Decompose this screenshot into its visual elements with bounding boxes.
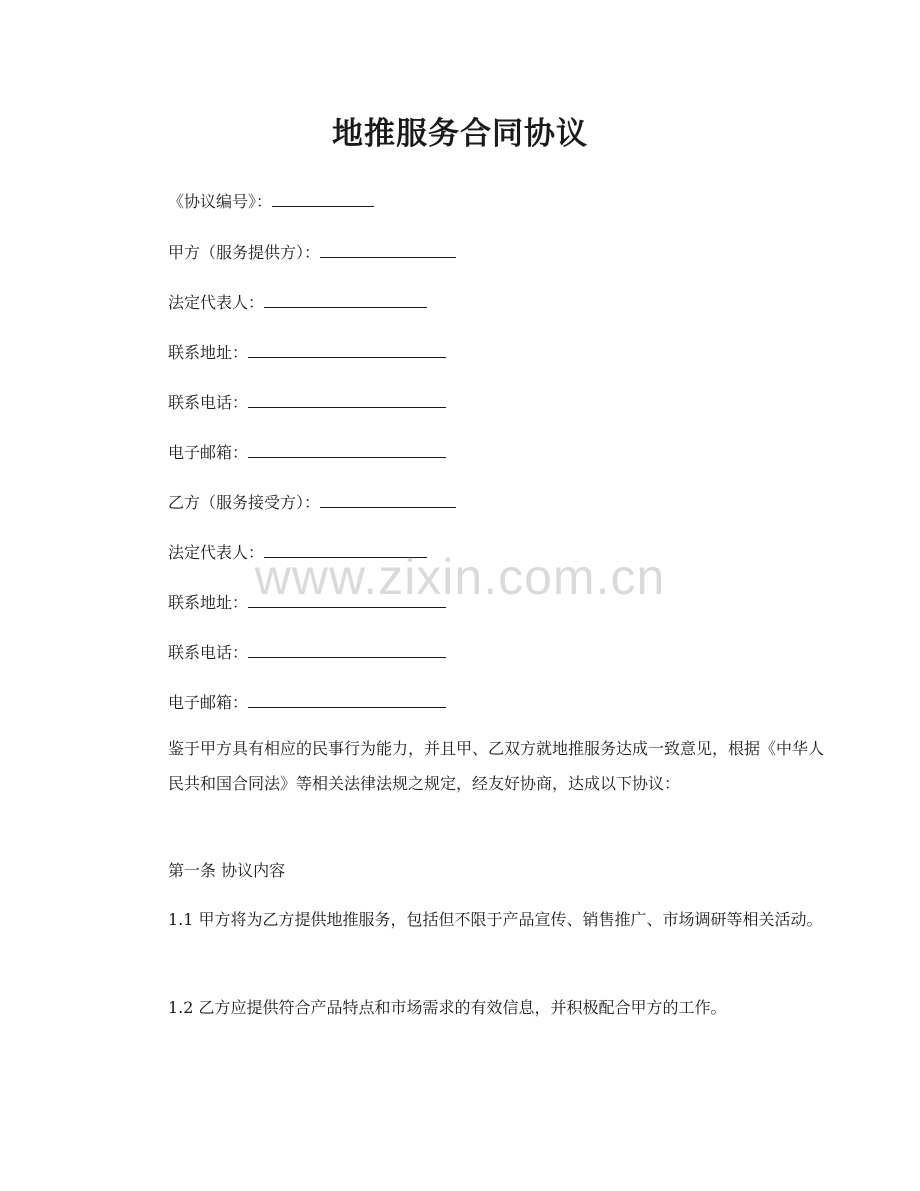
party-a-field <box>168 241 456 264</box>
field-label: 联系地址： <box>168 593 249 612</box>
field-label: 《协议编号》： <box>168 192 273 211</box>
party-b-email-field <box>168 691 446 714</box>
fill-in-blank <box>320 241 456 258</box>
clause-1-1: 1.1 甲方将为乙方提供地推服务，包括但不限于产品宣传、销售推广、市场调研等相关活动。 <box>168 910 823 929</box>
field-label: 乙方（服务接受方）： <box>168 493 321 512</box>
field-label: 法定代表人： <box>168 543 265 562</box>
party-a-email-field <box>168 441 446 464</box>
field-label: 电子邮箱： <box>168 693 249 712</box>
field-label: 联系地址： <box>168 343 249 362</box>
field-label: 电子邮箱： <box>168 443 249 462</box>
fill-in-blank <box>248 691 446 708</box>
article-1-heading: 第一条 协议内容 <box>168 861 286 880</box>
document-title: 地推服务合同协议 <box>332 116 588 152</box>
field-label: 甲方（服务提供方）： <box>168 243 321 262</box>
fill-in-blank <box>248 341 446 358</box>
preamble-paragraph: 鉴于甲方具有相应的民事行为能力，并且甲、乙双方就地推服务达成一致意见，根据《中华人民共和国合同法》等相关法律法规之规定，经友好协商，达成以下协议： <box>168 739 825 793</box>
fill-in-blank <box>248 441 446 458</box>
fill-in-blank <box>272 190 374 207</box>
fill-in-blank <box>320 491 456 508</box>
party-a-address-field <box>168 341 446 364</box>
party-b-phone-field <box>168 641 446 664</box>
party-a-legal-rep-field <box>168 291 427 314</box>
agreement-number-field <box>168 190 374 213</box>
party-b-field <box>168 491 456 514</box>
fill-in-blank <box>264 291 427 308</box>
party-a-phone-field <box>168 391 446 414</box>
clause-1-2: 1.2 乙方应提供符合产品特点和市场需求的有效信息，并积极配合甲方的工作。 <box>168 998 727 1017</box>
fill-in-blank <box>248 391 446 408</box>
watermark: www.zixin.com.cn <box>254 549 666 605</box>
field-label: 联系电话： <box>168 393 249 412</box>
fill-in-blank <box>248 641 446 658</box>
field-label: 联系电话： <box>168 643 249 662</box>
field-label: 法定代表人： <box>168 293 265 312</box>
